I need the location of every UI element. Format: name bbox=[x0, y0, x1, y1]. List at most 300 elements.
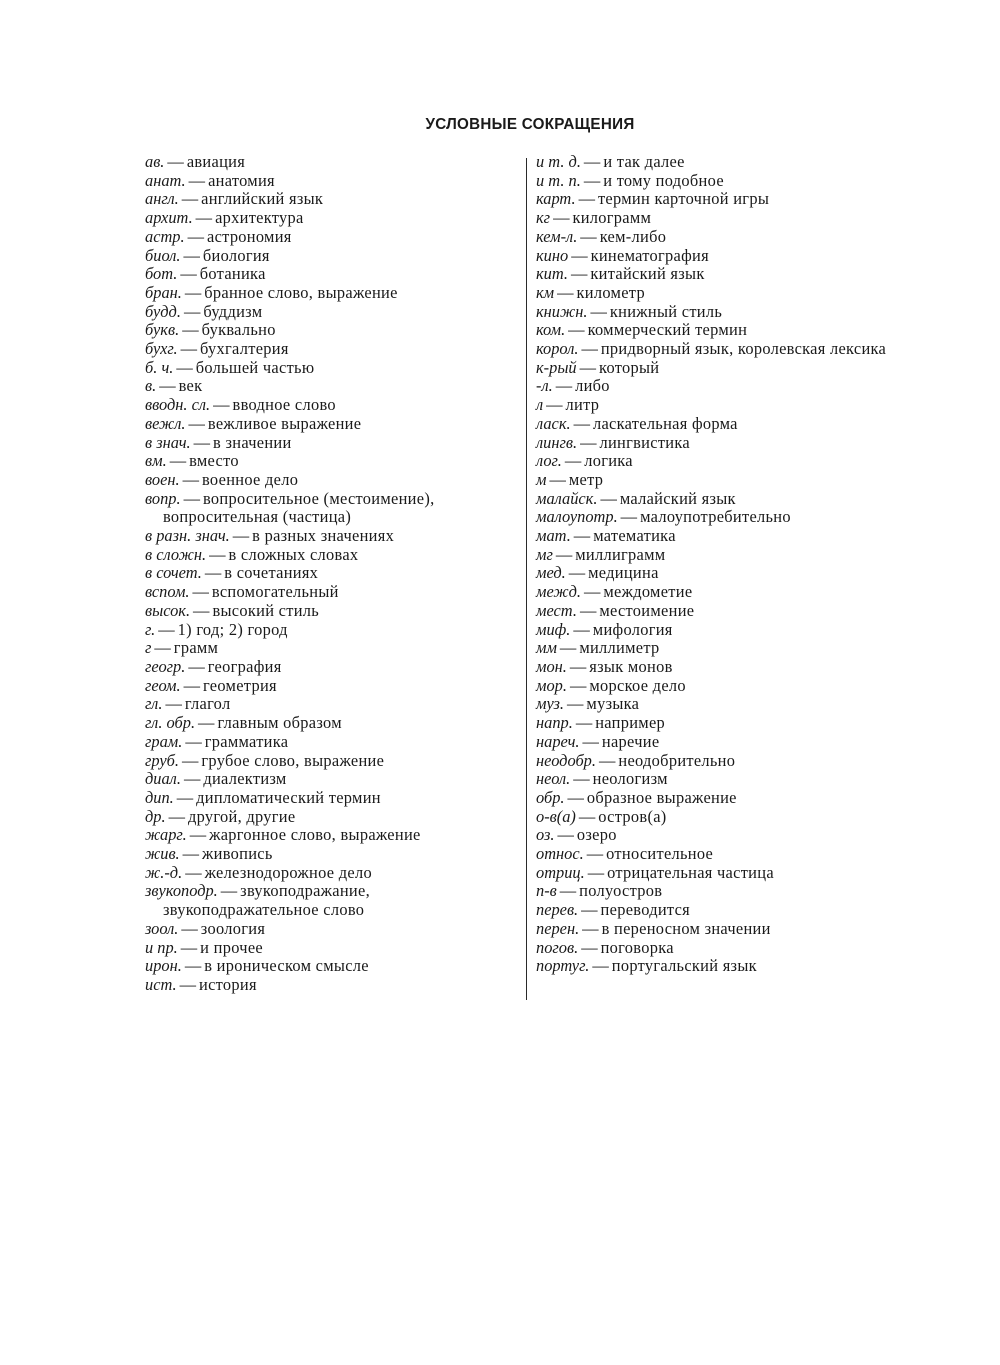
abbreviation-entry bbox=[145, 190, 517, 209]
dash-separator: — bbox=[578, 189, 595, 209]
abbreviation: малайск. bbox=[536, 488, 598, 508]
abbreviation: жарг. bbox=[145, 825, 187, 845]
abbreviation-entry bbox=[145, 172, 517, 191]
abbreviation-entry bbox=[145, 714, 517, 733]
meaning: глагол bbox=[184, 694, 231, 714]
meaning: миллиметр bbox=[579, 638, 660, 658]
dash-separator: — bbox=[209, 544, 226, 564]
meaning: километр bbox=[576, 282, 645, 302]
dash-separator: — bbox=[586, 844, 604, 864]
abbreviation: букв. bbox=[145, 320, 180, 340]
meaning: бухгалтерия bbox=[200, 339, 289, 359]
dash-separator: — bbox=[185, 862, 202, 882]
abbreviation-entry bbox=[145, 789, 517, 808]
abbreviation-entry bbox=[536, 247, 908, 266]
abbreviation: относ. bbox=[536, 844, 584, 864]
dash-separator: — bbox=[568, 320, 585, 340]
abbreviation: в разн. знач. bbox=[145, 526, 230, 546]
meaning: железнодорожное дело bbox=[204, 862, 372, 882]
abbreviation: геом. bbox=[145, 675, 181, 695]
abbreviation-entry bbox=[145, 583, 517, 602]
abbreviation-entry bbox=[536, 939, 908, 958]
abbreviation-entry bbox=[145, 882, 517, 919]
abbreviation: и пр. bbox=[145, 937, 178, 957]
abbreviation: биол. bbox=[145, 245, 181, 265]
abbreviation: г bbox=[145, 638, 152, 658]
abbreviation: мат. bbox=[536, 526, 571, 546]
abbreviation: миф. bbox=[536, 619, 571, 639]
abbreviation: вводн. сл. bbox=[145, 395, 211, 415]
dash-separator: — bbox=[182, 750, 199, 770]
meaning: звукоподражание, звукоподражательное слово bbox=[163, 881, 370, 920]
meaning: отрицательная частица bbox=[607, 862, 774, 882]
abbreviation: в сочет. bbox=[145, 563, 202, 583]
dash-separator: — bbox=[598, 750, 616, 770]
dash-separator: — bbox=[582, 918, 599, 938]
meaning: ласкательная форма bbox=[592, 413, 738, 433]
abbreviation: геогр. bbox=[145, 656, 186, 676]
abbreviation: дип. bbox=[145, 787, 174, 807]
abbreviation-entry bbox=[145, 396, 517, 415]
dash-separator: — bbox=[182, 844, 200, 864]
abbreviation: б. ч. bbox=[145, 357, 174, 377]
abbreviation: мг bbox=[536, 544, 553, 564]
meaning: география bbox=[207, 656, 282, 676]
abbreviation: ирон. bbox=[145, 956, 182, 976]
dash-separator: — bbox=[180, 339, 198, 359]
abbreviation: -л. bbox=[536, 376, 553, 396]
dash-separator: — bbox=[583, 170, 601, 190]
dash-separator: — bbox=[184, 956, 202, 976]
abbreviation-entry bbox=[536, 471, 908, 490]
meaning: бранное слово, выражение bbox=[204, 282, 398, 302]
abbreviation-entry bbox=[145, 284, 517, 303]
abbreviation: бот. bbox=[145, 264, 178, 284]
abbreviation: неодобр. bbox=[536, 750, 596, 770]
abbreviation: малоупотр. bbox=[536, 507, 618, 527]
dash-separator: — bbox=[176, 787, 194, 807]
meaning: 1) год; 2) город bbox=[177, 619, 288, 639]
abbreviation: зоол. bbox=[145, 918, 179, 938]
abbreviation: бухг. bbox=[145, 339, 178, 359]
meaning: математика bbox=[593, 526, 676, 546]
abbreviation-entry bbox=[145, 340, 517, 359]
meaning: неологизм bbox=[592, 769, 668, 789]
dash-separator: — bbox=[195, 208, 213, 228]
abbreviation-entry bbox=[536, 284, 908, 303]
abbreviation-entry bbox=[536, 733, 908, 752]
dash-separator: — bbox=[555, 544, 573, 564]
dash-separator: — bbox=[181, 189, 199, 209]
abbreviation-entry bbox=[145, 228, 517, 247]
dash-separator: — bbox=[188, 656, 205, 676]
abbreviation-entry bbox=[145, 695, 517, 714]
abbreviation-entry bbox=[145, 677, 517, 696]
abbreviation: корол. bbox=[536, 339, 579, 359]
abbreviation-entry bbox=[145, 939, 517, 958]
abbreviation-entry bbox=[536, 321, 908, 340]
abbreviation: г. bbox=[145, 619, 156, 639]
dash-separator: — bbox=[193, 600, 210, 620]
meaning: музыка bbox=[586, 694, 640, 714]
abbreviation-entry bbox=[536, 153, 908, 172]
meaning: ботаника bbox=[199, 264, 266, 284]
abbreviation-entry bbox=[145, 920, 517, 939]
dash-separator: — bbox=[187, 226, 204, 246]
meaning: малоупотребительно bbox=[640, 507, 791, 527]
meaning: вместо bbox=[189, 451, 239, 471]
dash-separator: — bbox=[620, 507, 638, 527]
abbreviation: вспом. bbox=[145, 582, 190, 602]
meaning: наречие bbox=[601, 731, 660, 751]
abbreviation-entry bbox=[536, 359, 908, 378]
abbreviation: и т. д. bbox=[536, 152, 581, 171]
dash-separator: — bbox=[167, 152, 184, 171]
abbreviation-entry bbox=[536, 920, 908, 939]
dash-separator: — bbox=[154, 638, 171, 658]
abbreviation: архит. bbox=[145, 208, 193, 228]
dash-separator: — bbox=[583, 152, 601, 171]
meaning: и так далее bbox=[603, 152, 685, 171]
abbreviation: напр. bbox=[536, 713, 573, 733]
dash-separator: — bbox=[183, 769, 201, 789]
meaning: относительное bbox=[606, 844, 714, 864]
abbreviation: в сложн. bbox=[145, 544, 207, 564]
dash-separator: — bbox=[581, 937, 598, 957]
abbreviation-entry bbox=[145, 621, 517, 640]
abbreviation: вежл. bbox=[145, 413, 186, 433]
dash-separator: — bbox=[592, 956, 609, 976]
abbreviation-entry bbox=[536, 583, 908, 602]
abbreviation: высок. bbox=[145, 600, 191, 620]
abbreviation: и т. п. bbox=[536, 170, 581, 190]
abbreviation: жив. bbox=[145, 844, 180, 864]
dash-separator: — bbox=[569, 675, 587, 695]
abbreviation-entry bbox=[536, 396, 908, 415]
dash-separator: — bbox=[180, 264, 197, 284]
dash-separator: — bbox=[192, 582, 209, 602]
dash-separator: — bbox=[549, 469, 566, 489]
meaning: в сочетаниях bbox=[224, 563, 319, 583]
right-column bbox=[536, 153, 908, 976]
meaning: малайский язык bbox=[619, 488, 736, 508]
abbreviation-entry bbox=[145, 864, 517, 883]
abbreviation: др. bbox=[145, 806, 166, 826]
abbreviation: воен. bbox=[145, 469, 180, 489]
meaning: век bbox=[178, 376, 203, 396]
abbreviation-entry bbox=[145, 826, 517, 845]
meaning: в значении bbox=[213, 432, 292, 452]
abbreviation-entry bbox=[536, 265, 908, 284]
dash-separator: — bbox=[582, 731, 599, 751]
abbreviation: кем-л. bbox=[536, 226, 578, 246]
dash-separator: — bbox=[188, 413, 205, 433]
abbreviation: нареч. bbox=[536, 731, 580, 751]
dash-separator: — bbox=[213, 395, 230, 415]
abbreviation-entry bbox=[145, 639, 517, 658]
abbreviation: португ. bbox=[536, 956, 590, 976]
abbreviation: кит. bbox=[536, 264, 568, 284]
abbreviation-entry bbox=[145, 845, 517, 864]
dash-separator: — bbox=[182, 320, 199, 340]
abbreviation-entry bbox=[145, 359, 517, 378]
dash-separator: — bbox=[220, 881, 238, 901]
abbreviation-entry bbox=[145, 733, 517, 752]
meaning: термин карточной игры bbox=[597, 189, 770, 209]
meaning: вежливое выражение bbox=[207, 413, 362, 433]
abbreviation-entry bbox=[145, 321, 517, 340]
dash-separator: — bbox=[184, 282, 202, 302]
abbreviation: л bbox=[536, 395, 544, 415]
meaning: геометрия bbox=[202, 675, 277, 695]
meaning: в переносном значении bbox=[601, 918, 771, 938]
meaning: в разных значениях bbox=[252, 526, 395, 546]
meaning: и тому подобное bbox=[603, 170, 724, 190]
dash-separator: — bbox=[573, 769, 590, 789]
abbreviation-entry bbox=[145, 808, 517, 827]
meaning: другой, другие bbox=[187, 806, 296, 826]
dash-separator: — bbox=[580, 432, 597, 452]
meaning: кинематография bbox=[590, 245, 709, 265]
dash-separator: — bbox=[578, 806, 596, 826]
meaning: мифология bbox=[592, 619, 673, 639]
abbreviation-entry bbox=[145, 770, 517, 789]
abbreviation: гл. обр. bbox=[145, 713, 196, 733]
abbreviation: вм. bbox=[145, 451, 167, 471]
abbreviation-entry bbox=[536, 882, 908, 901]
meaning: придворный язык, королевская лексика bbox=[600, 339, 887, 359]
meaning: буддизм bbox=[203, 301, 263, 321]
abbreviation: обр. bbox=[536, 787, 565, 807]
left-column bbox=[145, 153, 517, 995]
meaning: остров(а) bbox=[598, 806, 667, 826]
abbreviation: муз. bbox=[536, 694, 565, 714]
meaning: английский язык bbox=[201, 189, 324, 209]
abbreviation-entry bbox=[536, 564, 908, 583]
abbreviation-entry bbox=[536, 770, 908, 789]
dash-separator: — bbox=[559, 881, 577, 901]
dash-separator: — bbox=[567, 787, 584, 807]
abbreviation-entry bbox=[145, 452, 517, 471]
meaning: полуостров bbox=[579, 881, 663, 901]
meaning: который bbox=[599, 357, 660, 377]
abbreviation: мор. bbox=[536, 675, 567, 695]
abbreviation-entry bbox=[145, 471, 517, 490]
dash-separator: — bbox=[580, 226, 597, 246]
abbreviation: бран. bbox=[145, 282, 182, 302]
meaning: главным образом bbox=[217, 713, 342, 733]
dash-separator: — bbox=[571, 245, 588, 265]
abbreviation-entry bbox=[536, 826, 908, 845]
dash-separator: — bbox=[590, 301, 607, 321]
meaning: коммерческий термин bbox=[587, 320, 748, 340]
abbreviation: в. bbox=[145, 376, 157, 396]
meaning: архитектура bbox=[215, 208, 304, 228]
dash-separator: — bbox=[559, 638, 577, 658]
abbreviation-entry bbox=[536, 714, 908, 733]
meaning: местоимение bbox=[599, 600, 695, 620]
meaning: в ироническом смысле bbox=[204, 956, 369, 976]
dash-separator: — bbox=[189, 825, 207, 845]
abbreviation: ав. bbox=[145, 152, 165, 171]
abbreviation-entry bbox=[145, 527, 517, 546]
abbreviation: ком. bbox=[536, 320, 566, 340]
dash-separator: — bbox=[555, 376, 573, 396]
abbreviation-entry bbox=[536, 434, 908, 453]
abbreviation-entry bbox=[536, 415, 908, 434]
meaning: грамм bbox=[173, 638, 219, 658]
dash-separator: — bbox=[569, 656, 587, 676]
meaning: жаргонное слово, выражение bbox=[209, 825, 421, 845]
abbreviation: мм bbox=[536, 638, 557, 658]
abbreviation: мон. bbox=[536, 656, 567, 676]
meaning: лингвистика bbox=[599, 432, 690, 452]
meaning: кем-либо bbox=[599, 226, 667, 246]
meaning: португальский язык bbox=[611, 956, 757, 976]
abbreviation-entry bbox=[536, 845, 908, 864]
abbreviation: астр. bbox=[145, 226, 185, 246]
dash-separator: — bbox=[546, 395, 563, 415]
dash-separator: — bbox=[168, 806, 185, 826]
dash-separator: — bbox=[183, 301, 201, 321]
meaning: грамматика bbox=[204, 731, 289, 751]
abbreviation: звукоподр. bbox=[145, 881, 218, 901]
meaning: астрономия bbox=[207, 226, 292, 246]
abbreviation-entry bbox=[536, 228, 908, 247]
abbreviation-entry bbox=[145, 434, 517, 453]
abbreviation: неол. bbox=[536, 769, 571, 789]
abbreviation: п-в bbox=[536, 881, 557, 901]
dash-separator: — bbox=[232, 526, 250, 546]
meaning: в сложных словах bbox=[228, 544, 359, 564]
abbreviation-entry bbox=[145, 209, 517, 228]
dash-separator: — bbox=[180, 937, 198, 957]
meaning: биология bbox=[202, 245, 270, 265]
meaning: логика bbox=[584, 451, 633, 471]
meaning: буквально bbox=[201, 320, 276, 340]
dash-separator: — bbox=[553, 208, 570, 228]
abbreviation-entry bbox=[536, 808, 908, 827]
dash-separator: — bbox=[179, 974, 196, 994]
abbreviation-entry bbox=[145, 153, 517, 172]
abbreviation-entry bbox=[145, 752, 517, 771]
meaning: миллиграмм bbox=[575, 544, 666, 564]
abbreviation-entry bbox=[145, 976, 517, 995]
abbreviation-entry bbox=[536, 789, 908, 808]
abbreviation: лог. bbox=[536, 451, 562, 471]
abbreviation-entry bbox=[536, 527, 908, 546]
meaning: книжный стиль bbox=[609, 301, 723, 321]
meaning: живопись bbox=[202, 844, 273, 864]
meaning: либо bbox=[575, 376, 610, 396]
abbreviation-entry bbox=[536, 602, 908, 621]
abbreviation-entry bbox=[145, 658, 517, 677]
dash-separator: — bbox=[600, 488, 617, 508]
dash-separator: — bbox=[557, 282, 574, 302]
meaning: литр bbox=[565, 395, 600, 415]
dash-separator: — bbox=[183, 488, 200, 508]
abbreviation-entry bbox=[536, 901, 908, 920]
abbreviation: в знач. bbox=[145, 432, 191, 452]
abbreviation: км bbox=[536, 282, 555, 302]
abbreviation: к-рый bbox=[536, 357, 577, 377]
meaning: междометие bbox=[603, 582, 693, 602]
abbreviation: о-в(а) bbox=[536, 806, 576, 826]
abbreviation-entry bbox=[145, 265, 517, 284]
abbreviation-entry bbox=[536, 639, 908, 658]
dash-separator: — bbox=[573, 413, 590, 433]
meaning: большей частью bbox=[195, 357, 315, 377]
abbreviation-entry bbox=[536, 957, 908, 976]
meaning: анатомия bbox=[208, 170, 275, 190]
abbreviation-entry bbox=[536, 658, 908, 677]
abbreviation-entry bbox=[536, 377, 908, 396]
abbreviation-entry bbox=[536, 546, 908, 565]
dash-separator: — bbox=[169, 451, 187, 471]
abbreviation-entry bbox=[145, 546, 517, 565]
abbreviation: кг bbox=[536, 208, 551, 228]
abbreviation: перен. bbox=[536, 918, 580, 938]
abbreviation: вопр. bbox=[145, 488, 181, 508]
meaning: язык монов bbox=[589, 656, 673, 676]
meaning: например bbox=[595, 713, 666, 733]
column-divider bbox=[526, 158, 527, 1000]
abbreviation-entry bbox=[536, 340, 908, 359]
meaning: военное дело bbox=[202, 469, 299, 489]
abbreviation-entry bbox=[536, 695, 908, 714]
dash-separator: — bbox=[579, 600, 597, 620]
abbreviation: карт. bbox=[536, 189, 576, 209]
dash-separator: — bbox=[573, 619, 590, 639]
dash-separator: — bbox=[165, 694, 182, 714]
dash-separator: — bbox=[182, 469, 199, 489]
abbreviation-entry bbox=[536, 864, 908, 883]
abbreviation-entry bbox=[145, 490, 517, 527]
abbreviation-entry bbox=[145, 602, 517, 621]
abbreviation-entry bbox=[536, 508, 908, 527]
abbreviation-entry bbox=[536, 303, 908, 322]
abbreviation: грам. bbox=[145, 731, 183, 751]
dash-separator: — bbox=[181, 918, 198, 938]
meaning: грубое слово, выражение bbox=[201, 750, 385, 770]
abbreviation: англ. bbox=[145, 189, 179, 209]
abbreviation: мест. bbox=[536, 600, 577, 620]
meaning: высокий стиль bbox=[212, 600, 320, 620]
dash-separator: — bbox=[581, 339, 598, 359]
abbreviation: лингв. bbox=[536, 432, 578, 452]
dash-separator: — bbox=[204, 563, 222, 583]
dash-separator: — bbox=[581, 900, 598, 920]
dash-separator: — bbox=[573, 526, 591, 546]
abbreviation-entry bbox=[536, 209, 908, 228]
abbreviation: ж.-д. bbox=[145, 862, 183, 882]
abbreviation: перев. bbox=[536, 900, 579, 920]
abbreviation: кино bbox=[536, 245, 569, 265]
dash-separator: — bbox=[193, 432, 211, 452]
abbreviation-entry bbox=[145, 415, 517, 434]
abbreviation: мед. bbox=[536, 563, 566, 583]
abbreviation-entry bbox=[536, 677, 908, 696]
abbreviation: ласк. bbox=[536, 413, 571, 433]
meaning: поговорка bbox=[600, 937, 674, 957]
dash-separator: — bbox=[575, 713, 593, 733]
meaning: дипломатический термин bbox=[196, 787, 381, 807]
meaning: килограмм bbox=[572, 208, 652, 228]
abbreviation: отриц. bbox=[536, 862, 585, 882]
dash-separator: — bbox=[557, 825, 574, 845]
abbreviation-entry bbox=[536, 621, 908, 640]
abbreviation: погов. bbox=[536, 937, 579, 957]
